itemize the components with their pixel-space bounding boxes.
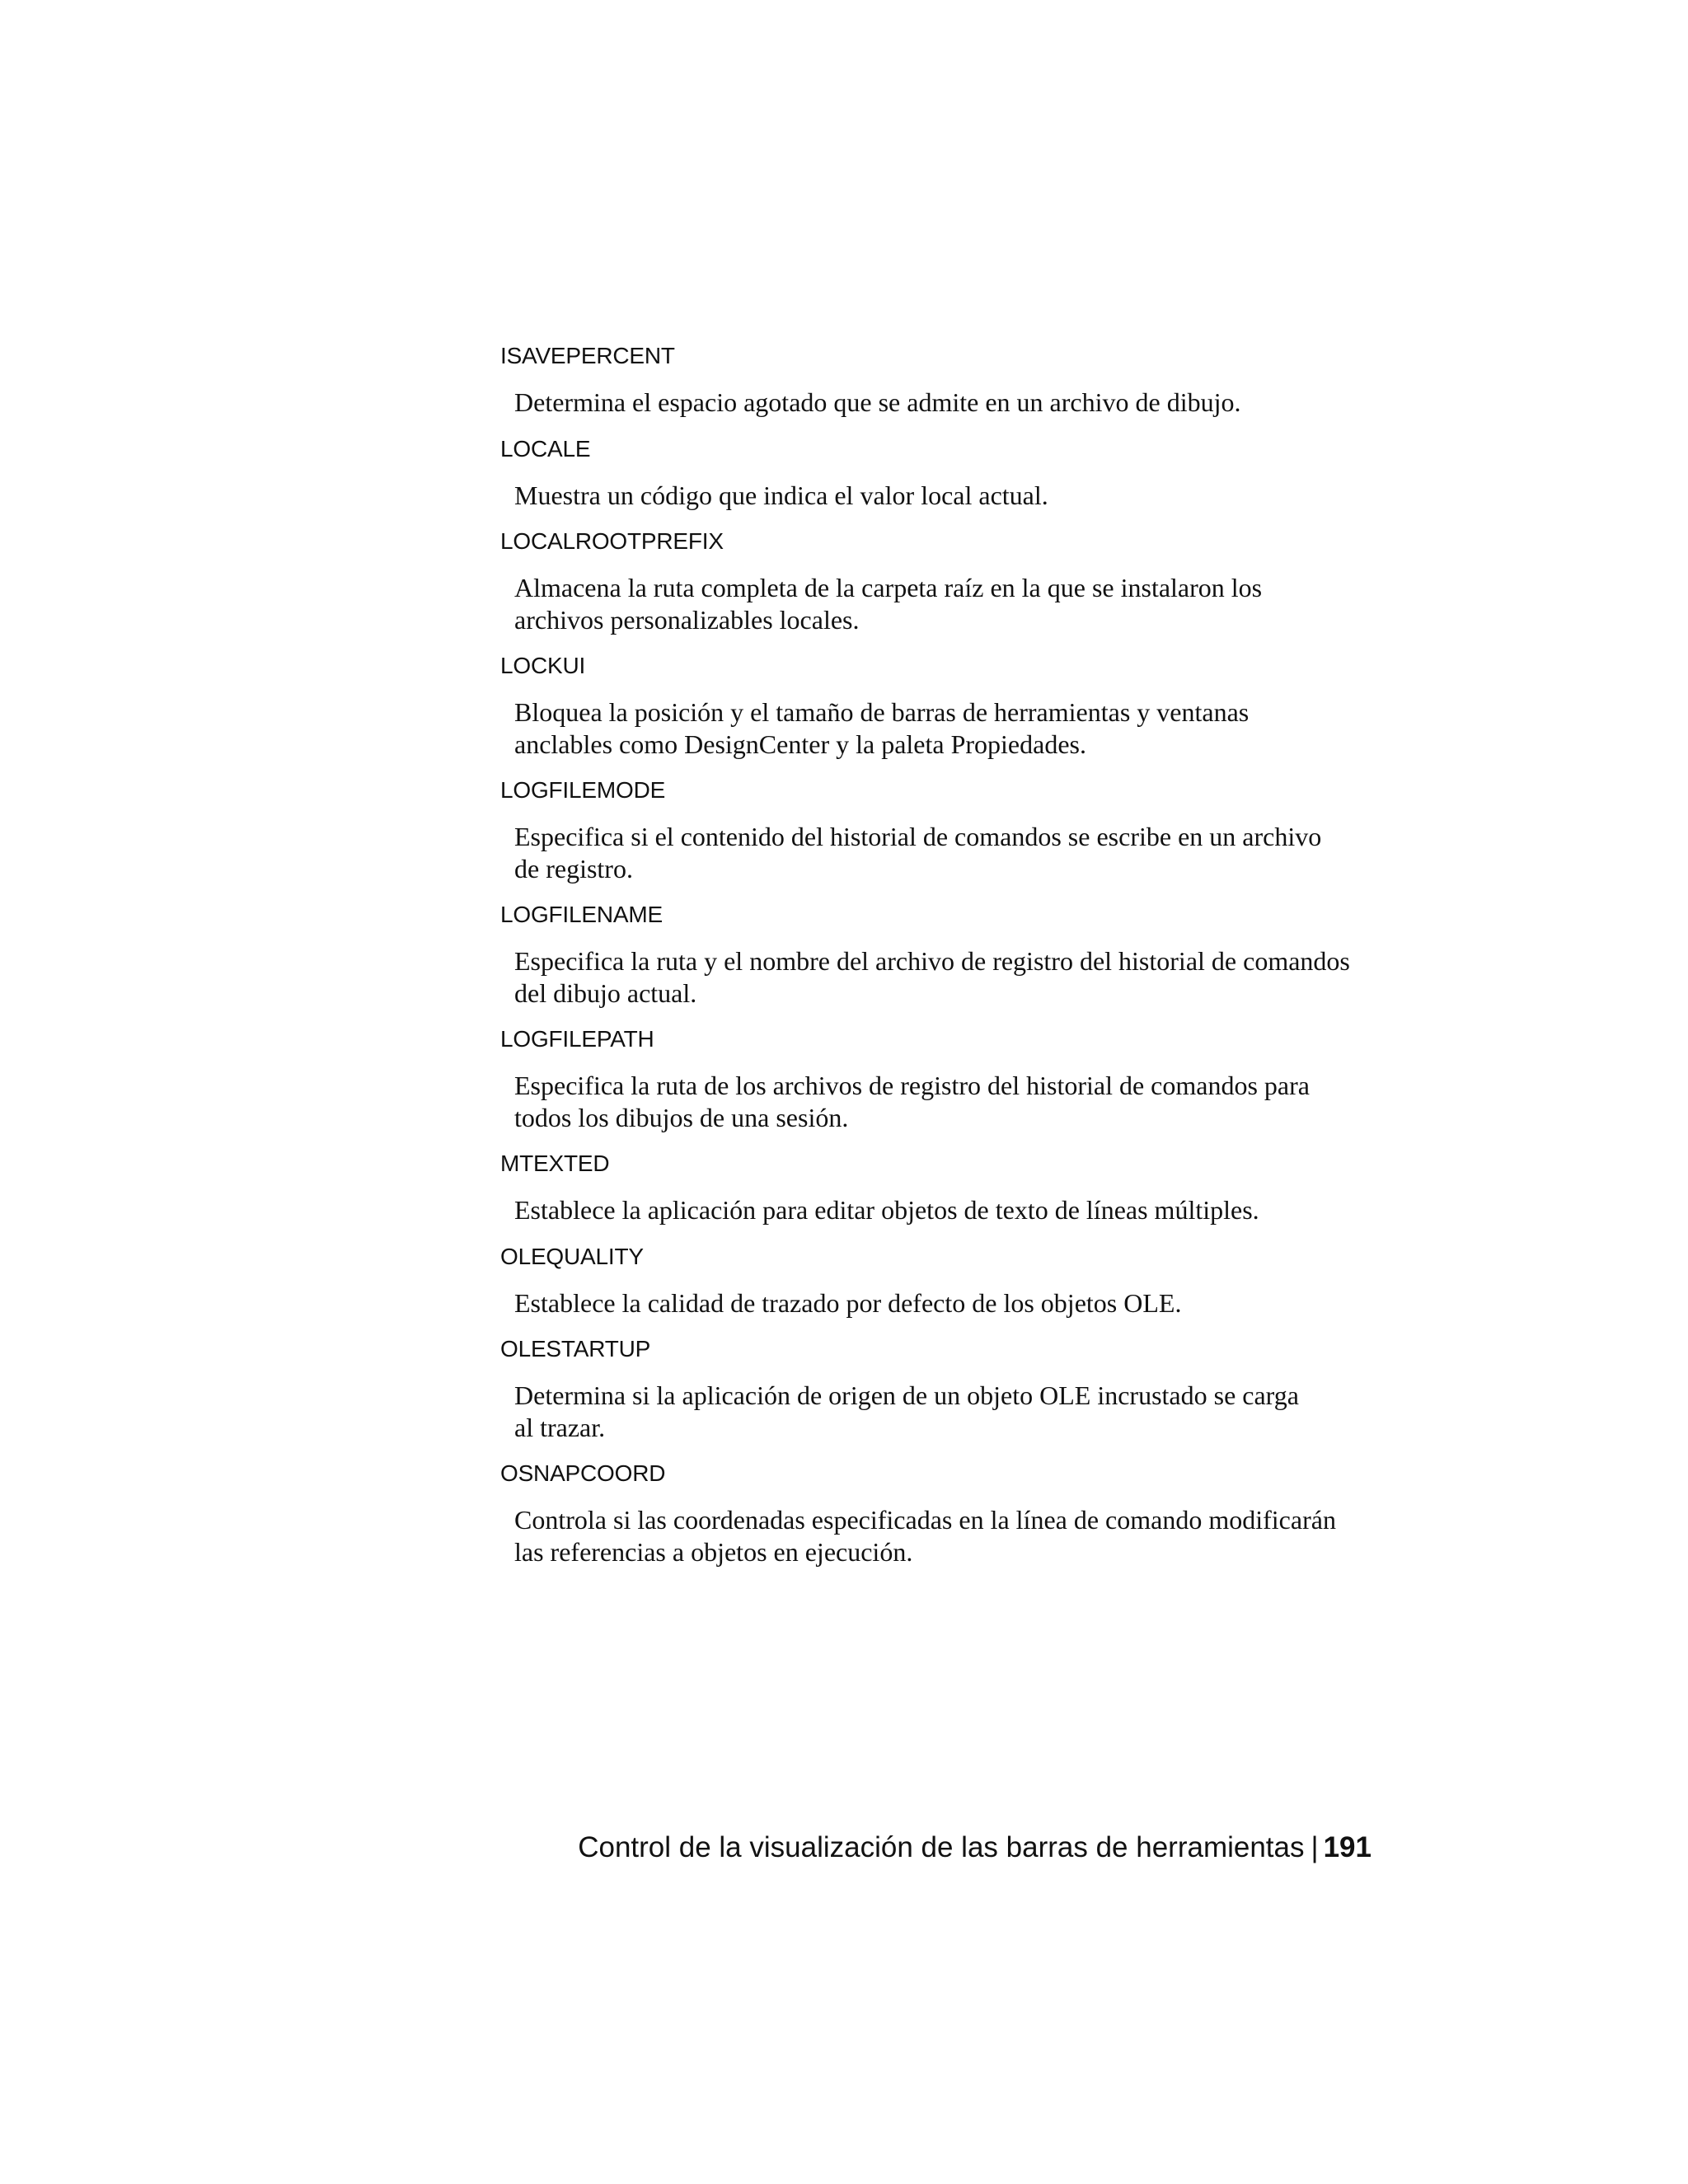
description-line: Almacena la ruta completa de la carpeta raíz en la que se instalaron los <box>514 573 1263 602</box>
description-line: Especifica la ruta de los archivos de registro del historial de comandos para <box>514 1071 1310 1100</box>
description-line: todos los dibujos de una sesión. <box>514 1102 849 1132</box>
description-line: Bloquea la posición y el tamaño de barras de herramientas y ventanas <box>514 697 1250 727</box>
description-line: Especifica si el contenido del historial de comandos se escribe en un archivo <box>514 822 1322 851</box>
description-line: anclables como DesignCenter y la paleta Propiedades. <box>514 729 1086 759</box>
entry-description <box>514 1194 1380 1226</box>
entry-term: OLEQUALITY <box>500 1243 644 1269</box>
description-line: Determina el espacio agotado que se admite en un archivo de dibujo. <box>514 387 1241 417</box>
description-line: de registro. <box>514 853 633 883</box>
entry-description <box>514 696 1380 760</box>
entry-description <box>514 387 1380 419</box>
variable-list <box>500 340 1374 1582</box>
entry-term: LOCKUI <box>500 653 586 678</box>
entry-description <box>514 1070 1380 1133</box>
entry-term: ISAVEPERCENT <box>500 343 675 368</box>
description-line: Especifica la ruta y el nombre del archivo de registro del historial de comandos <box>514 946 1350 976</box>
description-line: Determina si la aplicación de origen de un objeto OLE incrustado se carga <box>514 1380 1299 1410</box>
description-line: Establece la aplicación para editar objetos de texto de líneas múltiples. <box>514 1195 1259 1225</box>
description-line: archivos personalizables locales. <box>514 604 860 635</box>
description-line: Muestra un código que indica el valor local actual. <box>514 480 1048 510</box>
entry-description <box>514 1287 1380 1319</box>
entry-description <box>514 1504 1380 1568</box>
entry-term: MTEXTED <box>500 1151 610 1176</box>
entry-term: LOGFILEMODE <box>500 777 666 803</box>
page-footer <box>578 1830 1372 1866</box>
entry-term: LOCALE <box>500 435 591 462</box>
entry-description <box>514 821 1380 884</box>
entry-term: LOCALROOTPREFIX <box>500 528 724 554</box>
description-line: Controla si las coordenadas especificadas en la línea de comando modificarán <box>514 1505 1336 1535</box>
entry-description <box>514 945 1380 1009</box>
description-line: Establece la calidad de trazado por defecto de los objetos OLE. <box>514 1287 1182 1318</box>
entry-term: LOGFILEPATH <box>500 1026 654 1052</box>
entry-term: OLESTARTUP <box>500 1336 651 1361</box>
description-line: las referencias a objetos en ejecución. <box>514 1536 913 1567</box>
entry-term: LOGFILENAME <box>500 902 663 927</box>
description-line: al trazar. <box>514 1412 606 1442</box>
entry-term: OSNAPCOORD <box>500 1460 666 1486</box>
description-line: del dibujo actual. <box>514 977 697 1008</box>
page-number: 191 <box>1323 1831 1372 1863</box>
entry-description <box>514 1380 1380 1443</box>
entry-description <box>514 480 1380 512</box>
entry-description <box>514 572 1380 635</box>
footer-section-title: Control de la visualización de las barras de herramientas <box>578 1831 1305 1863</box>
footer-separator: | <box>1311 1831 1319 1863</box>
